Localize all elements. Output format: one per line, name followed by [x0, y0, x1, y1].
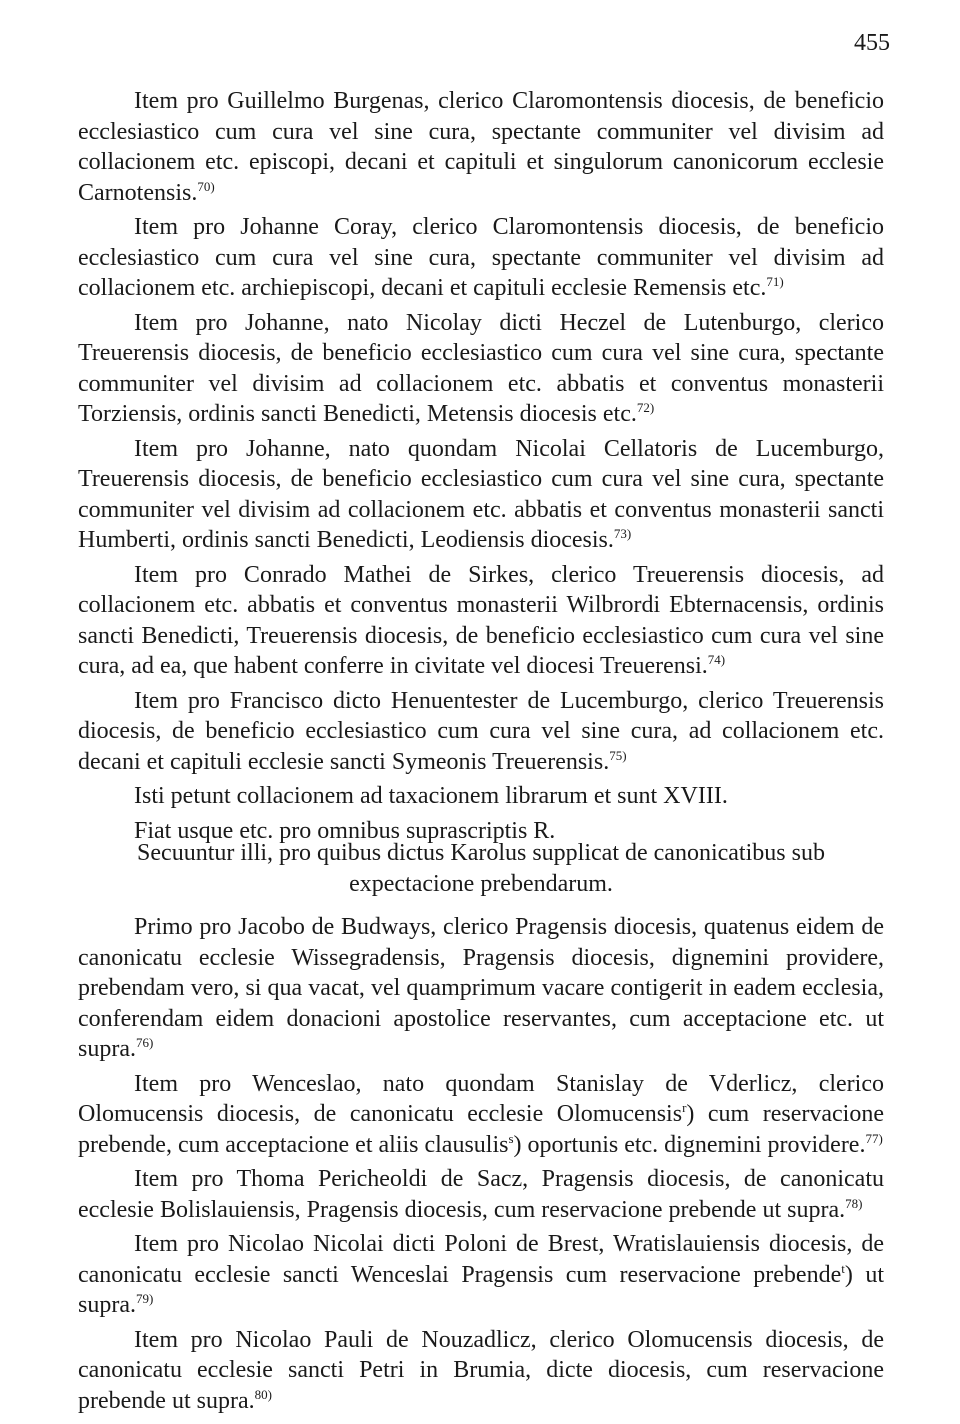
entry-72: Item pro Johanne, nato Nicolay dicti Heczel de Lutenburgo, clerico Treuerensis diocesis, de beneficio ecclesiastico cum cura vel sine cura, spectante communiter vel divisim ad collacionem etc. abbatis et conventus monasterii Torziensis, ordinis sancti Benedicti, Metensis diocesis etc.$^{72)}$ — [78, 309, 884, 427]
entry-78: Item pro Thoma Pericheoldi de Sacz, Pragensis diocesis, de canonicatu ecclesie Bolislauiensis, Pragensis diocesis, cum reservacione prebende ut supra.$^{78)}$ — [78, 1166, 884, 1223]
footnote-ref: 71) — [766, 274, 784, 289]
entry-76: Primo pro Jacobo de Budways, clerico Pragensis diocesis, quatenus eidem de canonicatu ecclesie Wissegradensis, Pragensis diocesis, dignemini providere, prebendam vero, si qua vacat, vel quamprimum vacare contigerit in eadem ecclesia, conferendam eidem donacioni apostolice reservantes, cum acceptacione etc. ut supra.$^{76)}$ — [78, 914, 884, 1062]
footnote-ref: 73) — [613, 526, 632, 541]
page-number: 455 — [854, 30, 890, 56]
section-2 — [78, 912, 884, 1420]
summary-line: Isti petunt collacionem ad taxacionem librarum et sunt XVIII. — [134, 783, 728, 809]
footnote-ref: 80) — [254, 1386, 272, 1402]
footnote-ref: t — [841, 1260, 845, 1276]
footnote-ref: r — [682, 1100, 687, 1115]
entry-75: Item pro Francisco dicto Henuentester de Lucemburgo, clerico Treuerensis diocesis, de beneficio ecclesiastico cum cura vel sine cura, ad collacionem etc. decani et capituli ecclesie sancti Symeonis Treuerensis.$^{75)}$ — [78, 687, 884, 775]
section-heading: Secuuntur illi, pro quibus dictus Karolus supplicat de canonicatibus sub expectacione prebendarum. — [137, 840, 825, 897]
footnote-ref: 77) — [865, 1130, 883, 1146]
footnote-ref: 74) — [707, 652, 726, 667]
footnote-ref: s — [508, 1130, 514, 1146]
footnote-ref: 72) — [636, 400, 655, 415]
footnote-ref: 79) — [135, 1291, 154, 1306]
entry-73: Item pro Johanne, nato quondam Nicolai Cellatoris de Lucemburgo, Treuerensis diocesis, de beneficio ecclesiastico cum cura vel sine cura, spectante communiter vel divisim ad collacionem etc. abbatis et conventus monasterii sancti Humberti, ordinis sancti Benedicti, Leodiensis diocesis.$^{73)}$ — [78, 435, 884, 553]
fiat-line: Fiat usque etc. pro omnibus suprascriptis R. — [134, 817, 556, 844]
footnote-ref: 75) — [609, 747, 627, 763]
section-1 — [78, 86, 884, 850]
footnote-ref: 78) — [845, 1195, 863, 1211]
entry-79: Item pro Nicolao Nicolai dicti Poloni de Brest, Wratislauiensis diocesis, de canonicatu ecclesie sancti Wenceslai Pragensis cum reservacione prebende$^t$) ut supra.$^{79)}$ — [78, 1231, 884, 1318]
entry-80: Item pro Nicolao Pauli de Nouzadlicz, clerico Olomucensis diocesis, de canonicatu ecclesie sancti Petri in Brumia, dicte diocesis, cum reservacione prebende ut supra.$^{80)}$ — [78, 1326, 884, 1414]
entry-77: Item pro Wenceslao, nato quondam Stanislay de Vderlicz, clerico Olomucensis diocesis, de canonicatu ecclesie Olomucensis$^r$) cum reservacione prebende, cum acceptacione et aliis clausulis$^s$) oportunis etc. dignemini providere.$^{77)}$ — [78, 1070, 884, 1158]
footnote-ref: 76) — [135, 1035, 154, 1050]
footnote-ref: 70) — [197, 178, 215, 194]
entry-71: Item pro Johanne Coray, clerico Claromontensis diocesis, de beneficio ecclesiastico cum cura vel sine cura, spectante communiter vel divisim ad collacionem etc. archiepiscopi, decani et capituli ecclesie Remensis etc.$^{71)}$ — [78, 214, 884, 301]
entry-74: Item pro Conrado Mathei de Sirkes, clerico Treuerensis diocesis, ad collacionem etc. abbatis et conventus monasterii Wilbrordi Ebternacensis, ordinis sancti Benedicti, Treuerensis diocesis, de beneficio ecclesiastico cum cura vel sine cura, ad ea, que habent conferre in civitate vel diocesi Treuerensi.$^{74)}$ — [78, 561, 884, 679]
entry-70: Item pro Guillelmo Burgenas, clerico Claromontensis diocesis, de beneficio ecclesiastico cum cura vel sine cura, spectante communiter vel divisim ad collacionem etc. episcopi, decani et capituli et singulorum canonicorum ecclesie Carnotensis.$^{70)}$ — [78, 88, 884, 206]
